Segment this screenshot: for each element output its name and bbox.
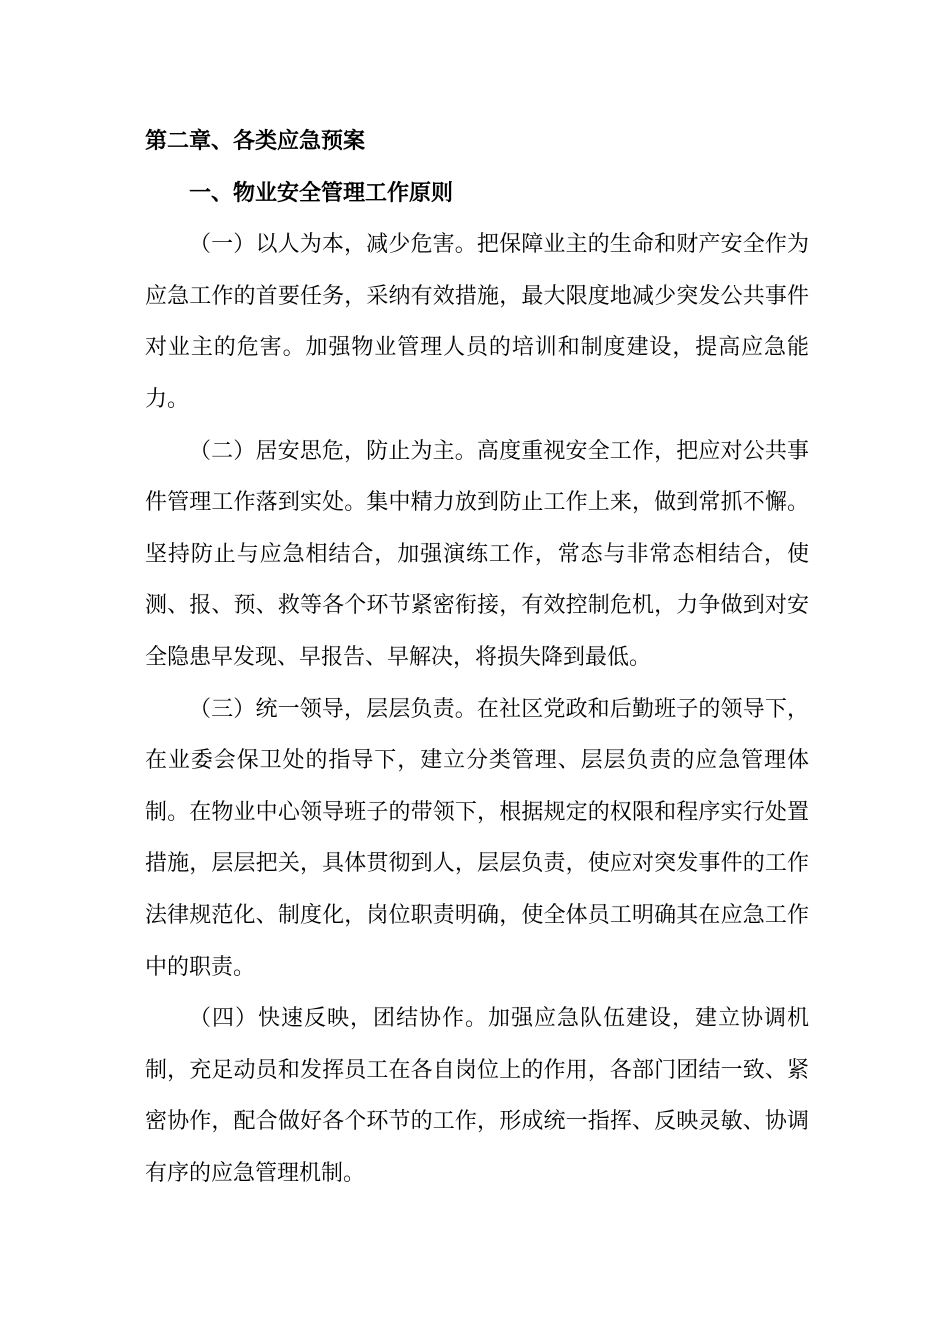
paragraph-principle-2: （二）居安思危，防止为主。高度重视安全工作，把应对公共事件管理工作落到实处。集中精力放到防止工作上来，做到常抓不懈。坚持防止与应急相结合，加强演练工作，常态与非常态相结合，使测、报、预、救等各个环节紧密衔接，有效控制危机，力争做到对安全隐患早发现、早报告、早解决，将损失降到最低。 [145,438,809,670]
paragraph-principle-1: （一）以人为本，减少危害。把保障业主的生命和财产安全作为应急工作的首要任务，采纳有效措施，最大限度地减少突发公共事件对业主的危害。加强物业管理人员的培训和制度建设，提高应急能力。 [145,232,809,412]
paragraph-principle-3: （三）统一领导，层层负责。在社区党政和后勤班子的领导下，在业委会保卫处的指导下，建立分类管理、层层负责的应急管理体制。在物业中心领导班子的带领下，根据规定的权限和程序实行处置措施，层层把关，具体贯彻到人，层层负责，使应对突发事件的工作法律规范化、制度化，岗位职责明确，使全体员工明确其在应急工作中的职责。 [145,696,809,980]
document-body [145,116,809,1199]
chapter-title: 第二章、各类应急预案 [145,128,366,154]
paragraph-principle-4: （四）快速反映，团结协作。加强应急队伍建设，建立协调机制，充足动员和发挥员工在各自岗位上的作用，各部门团结一致、紧密协作，配合做好各个环节的工作，形成统一指挥、反映灵敏、协调有序的应急管理机制。 [145,1006,809,1186]
section-title: 一、物业安全管理工作原则 [189,179,454,206]
